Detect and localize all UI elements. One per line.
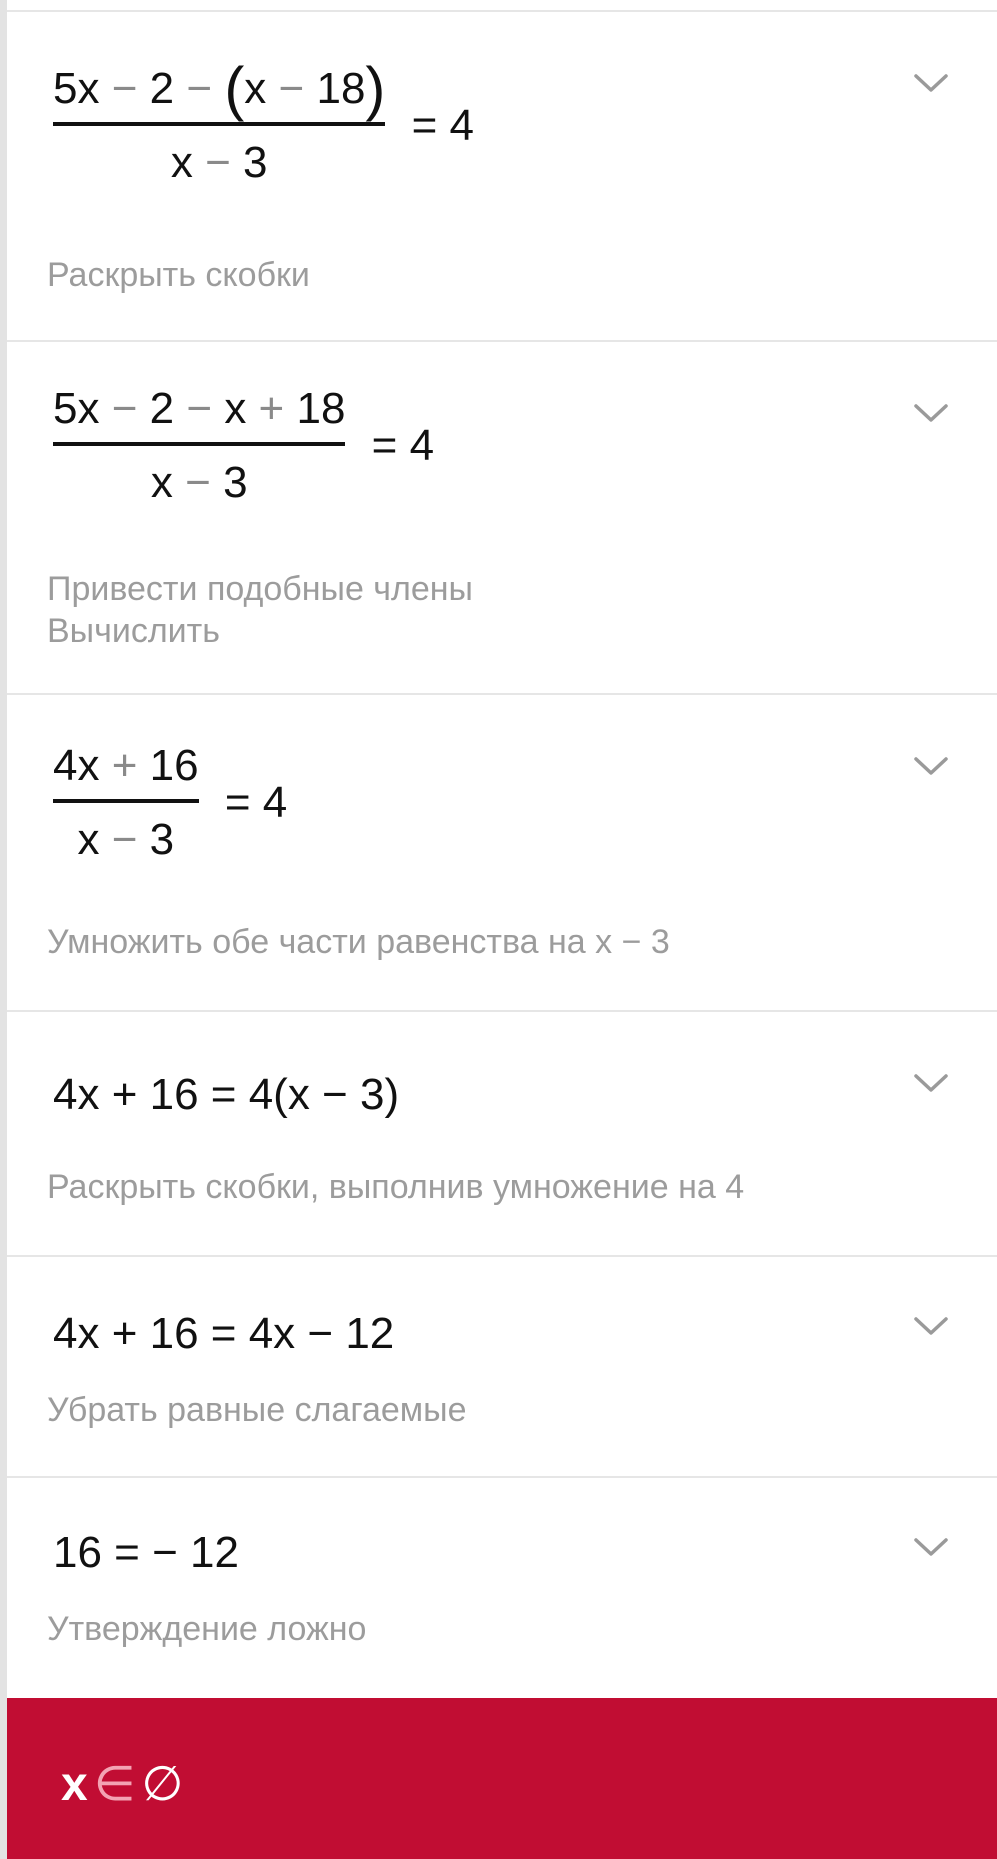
solution-step-4[interactable] [7,1012,997,1257]
step-1-rhs: = 4 [411,101,475,150]
step-6-equation: 16 = − 12 [53,1528,239,1577]
step-1-denominator: x − 3 [170,138,268,187]
step-5-hint: Убрать равные слагаемые [47,1391,467,1429]
solution-step-3[interactable] [7,695,997,1012]
step-2-fraction [53,384,345,508]
chevron-down-icon[interactable] [913,402,949,424]
empty-set-symbol: ∅ [141,1758,184,1811]
chevron-down-icon[interactable] [913,72,949,94]
step-2-rhs: = 4 [371,421,435,470]
chevron-down-icon[interactable] [913,1536,949,1558]
step-4-hint: Раскрыть скобки, выполнив умножение на 4 [47,1168,745,1206]
chevron-down-icon[interactable] [913,755,949,777]
solution-step-5[interactable] [7,1257,997,1478]
step-4-equation: 4x + 16 = 4(x − 3) [53,1070,400,1119]
step-1-equation [53,55,475,188]
final-answer [61,1756,183,1812]
step-3-fraction [53,741,199,865]
step-3-equation [53,741,287,865]
chevron-down-icon[interactable] [913,1315,949,1337]
step-6-hint: Утверждение ложно [47,1610,367,1648]
step-5-equation: 4x + 16 = 4x − 12 [53,1309,395,1358]
step-2-denominator: x − 3 [150,458,248,507]
step-3-denominator: x − 3 [77,815,175,864]
step-1-fraction [53,55,386,188]
solution-step-2[interactable] [7,342,997,695]
step-3-rhs: = 4 [224,778,288,827]
answer-variable: x [61,1758,88,1811]
step-3-numerator: 4x + 16 [53,741,199,790]
step-2-equation [53,384,434,508]
step-2-hint: Привести подобные члены Вычислить [47,570,473,650]
solution-step-1[interactable] [7,12,997,342]
step-1-hint: Раскрыть скобки [47,256,310,294]
step-1-numerator: 5x − 2 − (x − 18) [53,55,386,122]
answer-panel [7,1698,997,1859]
step-3-hint: Умножить обе части равенства на x − 3 [47,923,670,961]
solution-step-6[interactable] [7,1478,997,1698]
element-of-symbol: ∈ [93,1758,136,1811]
step-2-numerator: 5x − 2 − x + 18 [53,384,346,433]
chevron-down-icon[interactable] [913,1072,949,1094]
left-border [0,0,7,1859]
